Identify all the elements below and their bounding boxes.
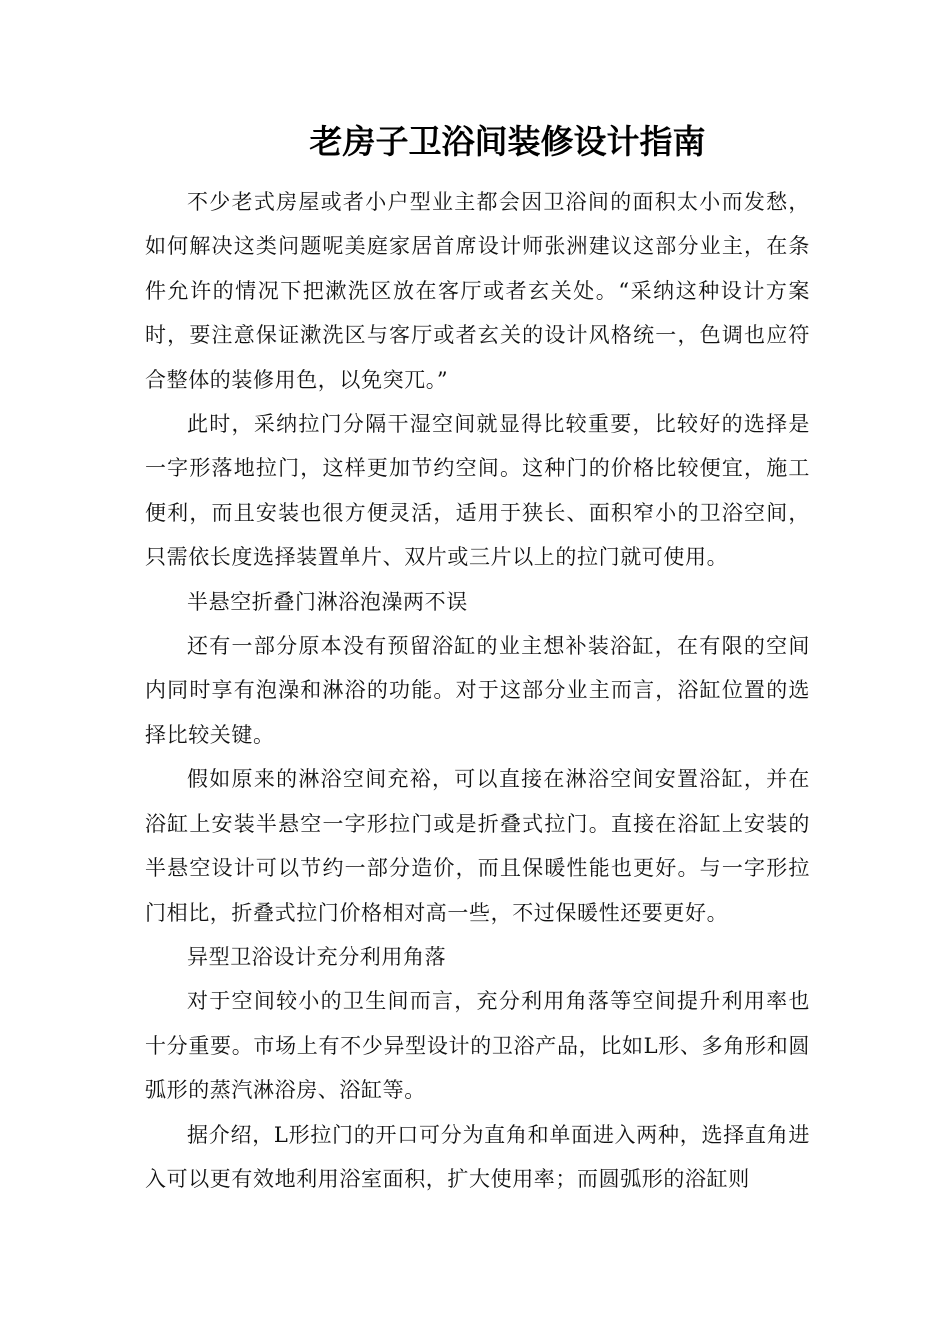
- section-heading-folding-door: 半悬空折叠门淋浴泡澡两不误: [187, 589, 468, 614]
- document-body: [145, 180, 810, 1201]
- paragraph-3: 还有一部分原本没有预留浴缸的业主想补装浴缸，在有限的空间内同时享有泡澡和淋浴的功能。对于这部分业主而言，浴缸位置的选择比较关键。: [145, 634, 810, 747]
- paragraph-6: 据介绍，L形拉门的开口可分为直角和单面进入两种，选择直角进入可以更有效地利用浴室面积，扩大使用率；而圆弧形的浴缸则: [145, 1122, 810, 1191]
- paragraph-5: 对于空间较小的卫生间而言，充分利用角落等空间提升利用率也十分重要。市场上有不少异型设计的卫浴产品，比如L形、多角形和圆弧形的蒸汽淋浴房、浴缸等。: [145, 989, 810, 1103]
- paragraph-2: 此时，采纳拉门分隔干湿空间就显得比较重要，比较好的选择是一字形落地拉门，这样更加节约空间。这种门的价格比较便宜，施工便利，而且安装也很方便灵活，适用于狭长、面积窄小的卫浴空间，只需依长度选择装置单片、双片或三片以上的拉门就可使用。: [145, 412, 810, 570]
- paragraph-4: 假如原来的淋浴空间充裕，可以直接在淋浴空间安置浴缸，并在浴缸上安装半悬空一字形拉门或是折叠式拉门。直接在浴缸上安装的半悬空设计可以节约一部分造价，而且保暖性能也更好。与一字形拉门相比，折叠式拉门价格相对高一些，不过保暖性还要更好。: [145, 767, 810, 925]
- section-heading-special-shape: 异型卫浴设计充分利用角落: [187, 944, 447, 969]
- document-title: 老房子卫浴间装修设计指南: [309, 122, 706, 161]
- paragraph-1: 不少老式房屋或者小户型业主都会因卫浴间的面积太小而发愁，如何解决这类问题呢美庭家居首席设计师张洲建议这部分业主，在条件允许的情况下把漱洗区放在客厅或者玄关处。“采纳这种设计方案时，要注意保证漱洗区与客厅或者玄关的设计风格统一，色调也应符合整体的装修用色，以免突兀。”: [145, 190, 810, 392]
